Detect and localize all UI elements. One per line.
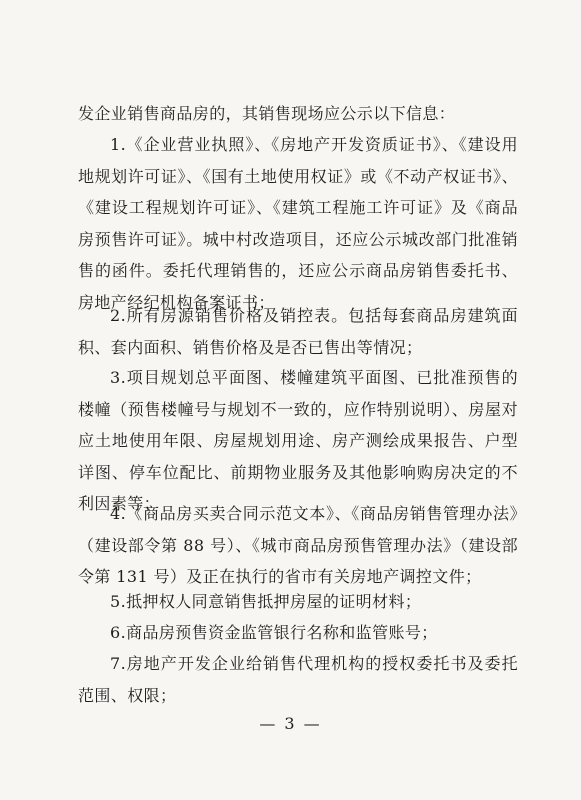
paragraph-item-5: 5.抵押权人同意销售抵押房屋的证明材料；	[110, 592, 422, 611]
paragraph-item-2: 2.所有房源销售价格及销控表。包括每套商品房建筑面积、套内面积、销售价格及是否已售出等情况；	[78, 306, 518, 357]
paragraph-item-7: 7.房地产开发企业给销售代理机构的授权委托书及委托范围、权限；	[78, 654, 518, 705]
paragraph-item-3: 3.项目规划总平面图、楼幢建筑平面图、已批准预售的楼幢（预售楼幢号与规划不一致的，应作特别说明）、房屋对应土地使用年限、房屋规划用途、房产测绘成果报告、户型详图、停车位配比、前期物业服务及其他影响购房决定的不利因素等；	[78, 368, 518, 513]
paragraph-item-4: 4.《商品房买卖合同示范文本》、《商品房销售管理办法》（建设部令第 88 号）、《城市商品房预售管理办法》（建设部令第 131 号）及正在执行的省市有关房地产调控文件；	[78, 504, 518, 586]
paragraph-intro: 发企业销售商品房的，其销售现场应公示以下信息：	[78, 104, 456, 123]
paragraph-item-1: 1.《企业营业执照》、《房地产开发资质证书》、《建设用地规划许可证》、《国有土地使用权证》或《不动产权证书》、《建设工程规划许可证》、《建筑工程施工许可证》及《商品房预售许可证》。城中村改造项目，还应公示城改部门批准销售的函件。委托代理销售的，还应公示商品房销售委托书、房地产经纪机构备案证书；	[78, 135, 518, 312]
page-number: — 3 —	[259, 714, 322, 733]
paragraph-item-6: 6.商品房预售资金监管银行名称和监管账号；	[110, 623, 438, 642]
